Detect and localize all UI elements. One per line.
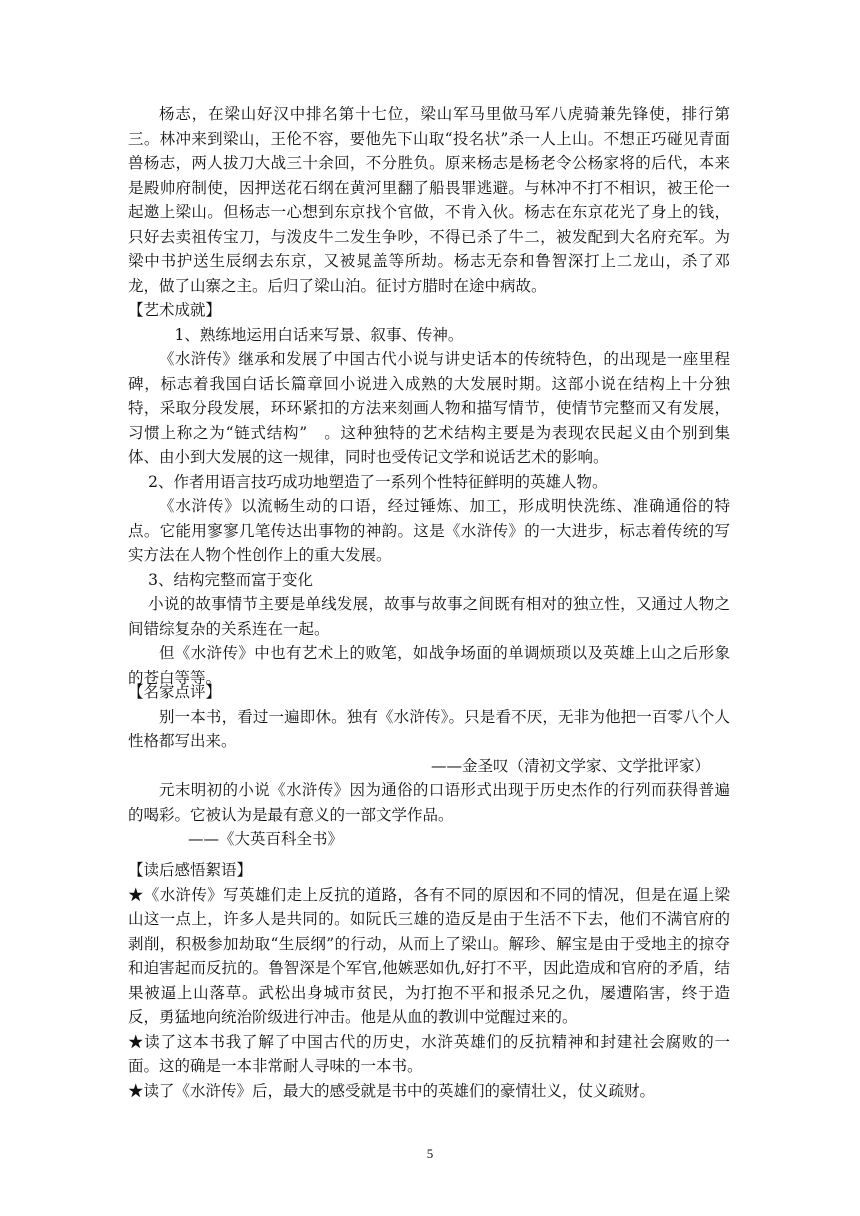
reflections-section xyxy=(128,858,730,1103)
art-achievement-section xyxy=(128,298,730,690)
quote-jin-shengtan: 别一本书，看过一遍即休。独有《水浒传》。只是看不厌，无非为他把一百零八个人性格都写出来。 xyxy=(128,707,730,750)
reflection-1: ★《水浒传》写英雄们走上反抗的道路，各有不同的原因和不同的情况，但是在逼上梁山这一点上，许多人是共同的。如阮氏三雄的造反是由于生活不下去，他们不满官府的剥削，积极参加劫取“生辰纲”的行动，从而上了梁山。解珍、解宝是由于受地主的掠夺和迫害起而反抗的。鲁智深是个军官,他嫉恶如仇,好打不平，因此造成和官府的矛盾，结果被逼上山落草。武松出身城市贫民，为打抱不平和报杀兄之仇，屡遭陷害，终于造反，勇猛地向统治阶级进行冲击。他是从血的教训中觉醒过来的。 xyxy=(128,885,730,1026)
quote-britannica: 元末明初的小说《水浒传》因为通俗的口语形式出现于历史杰作的行列而获得普遍的喝彩。它被认为是最有意义的一部文学作品。 xyxy=(128,781,730,824)
art-point-2-body: 《水浒传》以流畅生动的口语，经过锤炼、加工，形成明快洗练、准确通俗的特点。它能用寥寥几笔传达出事物的神韵。这是《水浒传》的一大进步，标志着传统的写实方法在人物个性创作上的重大发展。 xyxy=(128,497,730,564)
critic-comments-section xyxy=(128,680,730,852)
art-point-1-title: 1、熟练地运用白话来写景、叙事、传神。 xyxy=(174,325,464,344)
quote-britannica-source: ——《大英百科全书》 xyxy=(188,830,344,848)
reflection-2: ★读了这本书我了解了中国古代的历史，水浒英雄们的反抗精神和封建社会腐败的一面。这的确是一本非常耐人寻味的一本书。 xyxy=(128,1032,730,1075)
reflection-3: ★读了《水浒传》后，最大的感受就是书中的英雄们的豪情壮义，仗义疏财。 xyxy=(128,1081,656,1100)
art-point-3-body: 小说的故事情节主要是单线发展，故事与故事之间既有相对的独立性，又通过人物之间错综复杂的关系连在一起。 xyxy=(128,595,730,638)
art-point-2-title: 2、作者用语言技巧成功地塑造了一系列个性特征鲜明的英雄人物。 xyxy=(148,472,608,491)
art-point-1-body: 《水浒传》继承和发展了中国古代小说与讲史话本的传统特色，的出现是一座里程碑，标志着我国白话长篇章回小说进入成熟的大发展时期。这部小说在结构上十分独特，采取分段发展，环环紧扣的方法来刻画人物和描写情节，使情节完整而又有发展，习惯上称之为“链式结构” 。这种独特的艺术结构主要是为表现农民起义由个别到集体、由小到大发展的这一规律，同时也受传记文学和说话艺术的影响。 xyxy=(128,350,730,466)
page-number: 5 xyxy=(426,1146,434,1161)
comments-heading: 【名家点评】 xyxy=(128,683,222,701)
art-point-4-body: 但《水浒传》中也有艺术上的败笔，如战争场面的单调烦琐以及英雄上山之后形象的苍白等等。 xyxy=(128,644,730,687)
reflections-heading: 【读后感悟絮语】 xyxy=(128,861,253,879)
intro-paragraph: 杨志，在梁山好汉中排名第十七位，梁山军马里做马军八虎骑兼先锋使，排行第三。林冲来到梁山，王伦不容，要他先下山取“投名状”杀一人上山。不想正巧碰见青面兽杨志，两人拔刀大战三十余回，不分胜负。原来杨志是杨老令公杨家将的后代，本来是殿帅府制使，因押送花石纲在黄河里翻了船畏罪逃避。与林冲不打不相识，被王伦一起邀上梁山。但杨志一心想到东京找个官做，不肯入伙。杨志在东京花光了身上的钱，只好去卖祖传宝刀，与泼皮牛二发生争吵，不得已杀了牛二，被发配到大名府充军。为梁中书护送生辰纲去东京，又被晁盖等所劫。杨志无奈和鲁智深打上二龙山，杀了邓龙，做了山寨之主。后归了梁山泊。征讨方腊时在途中病故。 xyxy=(128,105,730,295)
quote-jin-shengtan-source: ——金圣叹（清初文学家、文学批评家） xyxy=(430,756,710,775)
art-point-3-title: 3、结构完整而富于变化 xyxy=(148,570,314,589)
art-heading: 【艺术成就】 xyxy=(128,301,222,319)
intro-section xyxy=(128,102,730,298)
